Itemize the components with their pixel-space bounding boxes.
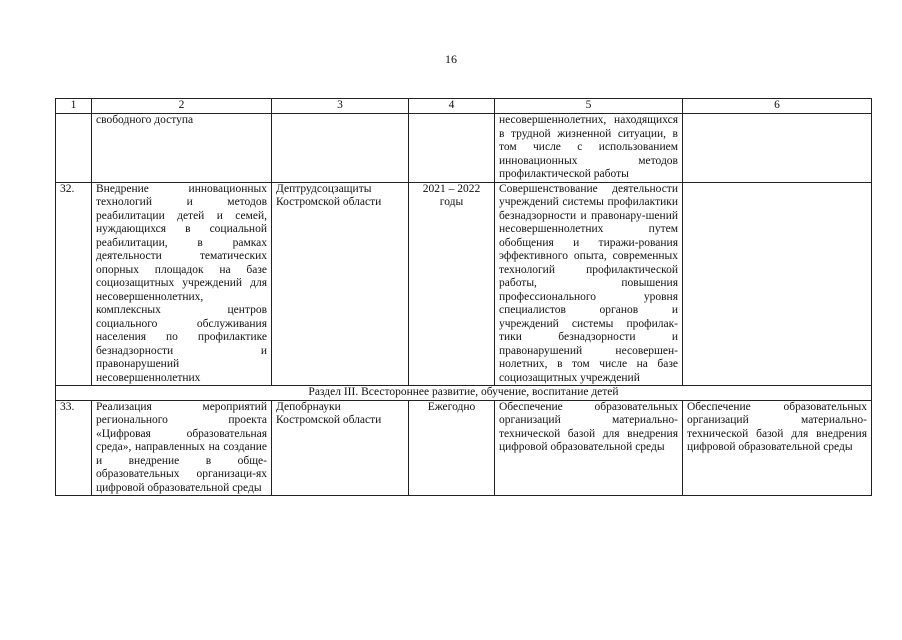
- column-header-6: 6: [683, 99, 872, 114]
- table-header-row: [56, 99, 872, 114]
- indicator-cell: Обеспечение образовательных организаций материально-технической базой для внедрения цифровой образовательной среды: [683, 400, 872, 496]
- column-header-1: 1: [56, 99, 92, 114]
- executor-cell: Депобрнауки Костромской области: [272, 400, 409, 496]
- row-number: [56, 114, 92, 183]
- table-row-32: [56, 182, 872, 386]
- executor-cell: [272, 114, 409, 183]
- table-row-continued: [56, 114, 872, 183]
- indicator-cell: [683, 114, 872, 183]
- row-number: 32.: [56, 182, 92, 386]
- section-row: [56, 386, 872, 401]
- table-row-33: [56, 400, 872, 496]
- result-cell: несовершеннолетних, находящихся в трудной жизненной ситуации, в том числе с использованием инновационных методов профилактической работы: [495, 114, 683, 183]
- indicator-cell: [683, 182, 872, 386]
- measures-table: [55, 98, 872, 496]
- row-number: 33.: [56, 400, 92, 496]
- period-cell: 2021 – 2022 годы: [409, 182, 495, 386]
- period-cell: Ежегодно: [409, 400, 495, 496]
- page-number: 16: [445, 52, 457, 66]
- column-header-2: 2: [92, 99, 272, 114]
- section-title: Раздел III. Всестороннее развитие, обучение, воспитание детей: [56, 386, 872, 401]
- column-header-3: 3: [272, 99, 409, 114]
- executor-cell: Дептрудсоцзащиты Костромской области: [272, 182, 409, 386]
- result-cell: Совершенствование деятельности учреждений системы профилактики безнадзорности и правонару-шений несовершеннолетних путем обобщения и тиражи-рования эффективного опыта, современных технологий профилактической работы, повышения профессионального уровня специалистов органов и учреждений системы профилак-тики безнадзорности и правонарушений несовершен-нолетних, в том числе на базе социозащитных учреждений: [495, 182, 683, 386]
- measure-cell: Реализация мероприятий регионального проекта «Цифровая образовательная среда», направленных на создание и внедрение в обще-образовательных организаци-ях цифровой образовательной среды: [92, 400, 272, 496]
- result-cell: Обеспечение образовательных организаций материально-технической базой для внедрения цифровой образовательной среды: [495, 400, 683, 496]
- column-header-4: 4: [409, 99, 495, 114]
- measure-cell: свободного доступа: [92, 114, 272, 183]
- period-cell: [409, 114, 495, 183]
- column-header-5: 5: [495, 99, 683, 114]
- measure-cell: Внедрение инновационных технологий и методов реабилитации детей и семей, нуждающихся в социальной реабилитации, в рамках деятельности тематических опорных площадок на базе социозащитных учреждений для несовершеннолетних, комплексных центров социального обслуживания населения по профилактике безнадзорности и правонарушений несовершеннолетних: [92, 182, 272, 386]
